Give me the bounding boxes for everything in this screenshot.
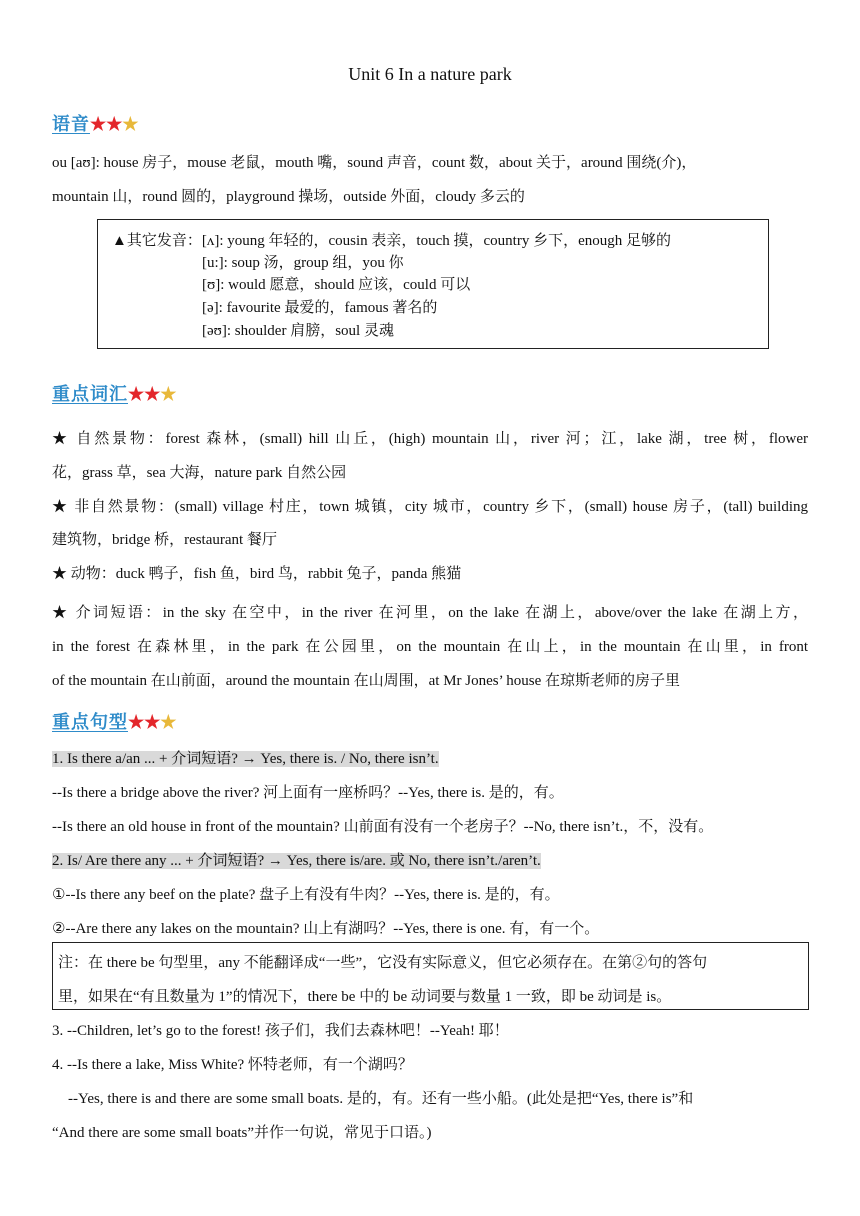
other-sound-row: [u:]: soup 汤，group 组，you 你: [202, 255, 404, 271]
phonics-line: ou [aʊ]: house 房子，mouse 老鼠，mouth 嘴，sound 声音，count 数，about 关于，around 围绕(介)，: [52, 155, 697, 171]
page-title: Unit 6 In a nature park: [348, 64, 512, 84]
note-box: [52, 942, 809, 1010]
rating-stars: ★★★: [128, 384, 177, 404]
example-sentence: ①--Is there any beef on the plate? 盘子上有没有牛肉？--Yes, there is. 是的，有。: [52, 887, 560, 903]
vocab-line: ★ 介词短语：in the sky 在空中，in the river 在河里，on the lake 在湖上，above/over the lake 在湖上方，: [52, 605, 808, 621]
example-sentence: --Is there a bridge above the river? 河上面有一座桥吗？--Yes, there is. 是的，有。: [52, 785, 564, 801]
patterns-heading-text: 重点句型: [52, 712, 128, 732]
example-sentence: 4. --Is there a lake, Miss White? 怀特老师，有一个湖吗？: [52, 1057, 413, 1073]
other-sound-row: ▲其它发音：[ʌ]: young 年轻的，cousin 表亲，touch 摸，country 乡下，enough 足够的: [112, 233, 671, 249]
other-sounds-box: [97, 219, 769, 349]
rating-stars: ★★★: [90, 114, 139, 134]
vocab-line: ★ 动物：duck 鸭子，fish 鱼，bird 鸟，rabbit 兔子，panda 熊猫: [52, 566, 462, 582]
vocab-line: 建筑物，bridge 桥，restaurant 餐厅: [52, 532, 277, 548]
example-sentence: ②--Are there any lakes on the mountain? 山上有湖吗？--Yes, there is one. 有，有一个。: [52, 921, 600, 937]
vocab-line: 花，grass 草，sea 大海，nature park 自然公园: [52, 465, 347, 481]
other-sound-row: [əʊ]: shoulder 肩膀，soul 灵魂: [202, 323, 394, 339]
other-sound-row: [ə]: favourite 最爱的，famous 著名的: [202, 300, 438, 316]
note-line: 注：在 there be 句型里，any 不能翻译成“一些”，它没有实际意义，但它必须存在。在第②句的答句: [58, 955, 708, 971]
vocab-line: ★ 自然景物：forest 森林，(small) hill 山丘，(high) mountain 山，river 河；江，lake 湖，tree 树，flower: [52, 431, 808, 447]
example-sentence: “And there are some small boats”并作一句说，常见于口语。): [52, 1125, 432, 1141]
vocab-line: of the mountain 在山前面，around the mountain 在山周围，at Mr Jones’ house 在琼斯老师的房子里: [52, 673, 680, 689]
vocab-line: in the forest 在森林里，in the park 在公园里，on the mountain 在山上，in the mountain 在山里，in front: [52, 639, 808, 655]
vocab-line: ★ 非自然景物：(small) village 村庄，town 城镇，city 城市，country 乡下，(small) house 房子，(tall) building: [52, 499, 808, 515]
phonics-line: mountain 山，round 圆的，playground 操场，outside 外面，cloudy 多云的: [52, 189, 525, 205]
phonics-heading-text: 语音: [52, 114, 90, 134]
rating-stars: ★★★: [128, 712, 177, 732]
example-sentence: 3. --Children, let’s go to the forest! 孩子们，我们去森林吧！--Yeah! 耶！: [52, 1023, 509, 1039]
other-sound-row: [ʊ]: would 愿意，should 应该，could 可以: [202, 277, 471, 293]
example-sentence: --Is there an old house in front of the mountain? 山前面有没有一个老房子？--No, there isn’t.，不，没有。: [52, 819, 714, 835]
pattern-1-text: 1. Is there a/an ... + 介词短语? → Yes, there is. / No, there isn’t.: [52, 751, 439, 767]
pattern-2-text: 2. Is/ Are there any ... + 介词短语? → Yes, there is/are. 或 No, there isn’t./aren’t.: [52, 853, 541, 869]
section-heading-phonics: [52, 110, 138, 136]
pattern-1: [52, 747, 439, 768]
vocab-heading-text: 重点词汇: [52, 384, 128, 404]
section-heading-patterns: [52, 708, 176, 734]
example-sentence: --Yes, there is and there are some small boats. 是的，有。还有一些小船。(此处是把“Yes, there is”和: [68, 1091, 694, 1107]
section-heading-vocab: [52, 380, 176, 406]
note-line: 里，如果在“有且数量为 1”的情况下，there be 中的 be 动词要与数量 1 一致，即 be 动词是 is。: [58, 989, 672, 1005]
pattern-2: [52, 849, 541, 870]
